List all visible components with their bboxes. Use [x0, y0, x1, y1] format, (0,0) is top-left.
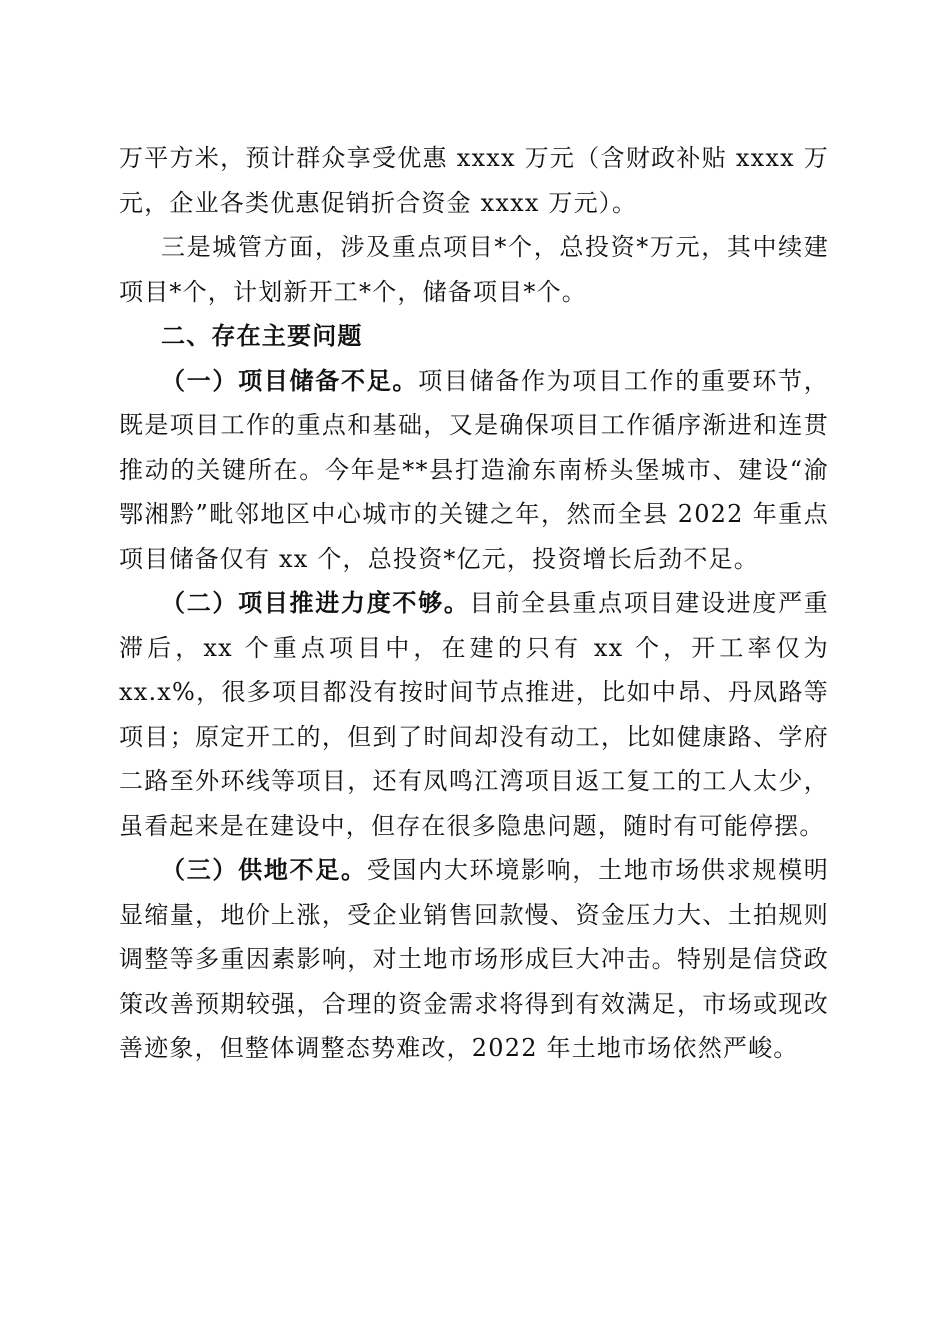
paragraph-land-supply	[119, 848, 829, 1071]
subsection-title-2: （二）项目推进力度不够。	[161, 588, 470, 617]
section-heading-problems: 二、存在主要问题	[161, 322, 363, 350]
subsection-title-3: （三）供地不足。	[161, 855, 367, 884]
subsection-body-1: 项目储备作为项目工作的重要环节，既是项目工作的重点和基础，又是确保项目工作循序渐进和连贯推动的关键所在。今年是**县打造渝东南桥头堡城市、建设“渝鄂湘黔”毗邻地区中心城市的关键之年，然而全县 2022 年重点项目储备仅有 xx 个，总投资*亿元，投资增长后劲不足。	[119, 366, 830, 573]
paragraph-urban-management: 三是城管方面，涉及重点项目*个，总投资*万元，其中续建项目*个，计划新开工*个，储备项目*个。	[119, 233, 829, 306]
paragraph-continued: 万平方米，预计群众享受优惠 xxxx 万元（含财政补贴 xxxx 万元，企业各类优惠促销折合资金 xxxx 万元）。	[119, 144, 829, 217]
document-page	[119, 136, 829, 1071]
subsection-body-3: 受国内大环境影响，土地市场供求规模明显缩量，地价上涨，受企业销售回款慢、资金压力大、土拍规则调整等多重因素影响，对土地市场形成巨大冲击。特别是信贷政策改善预期较强，合理的资金需求将得到有效满足，市场或现改善迹象，但整体调整态势难改，2022 年土地市场依然严峻。	[119, 856, 829, 1062]
paragraph-project-progress	[119, 581, 829, 848]
subsection-title-1: （一）项目储备不足。	[161, 365, 419, 395]
paragraph-project-reserve	[119, 359, 829, 582]
subsection-body-2: 目前全县重点项目建设进度严重滞后，xx 个重点项目中，在建的只有 xx 个，开工率仅为 xx.x%，很多项目都没有按时间节点推进，比如中昂、丹凤路等项目；原定开工的，但到了时间却没有动工，比如健康路、学府二路至外环线等项目，还有凤鸣江湾项目返工复工的工人太少，虽看起来是在建设中，但存在很多隐患问题，随时有可能停摆。	[119, 589, 829, 840]
